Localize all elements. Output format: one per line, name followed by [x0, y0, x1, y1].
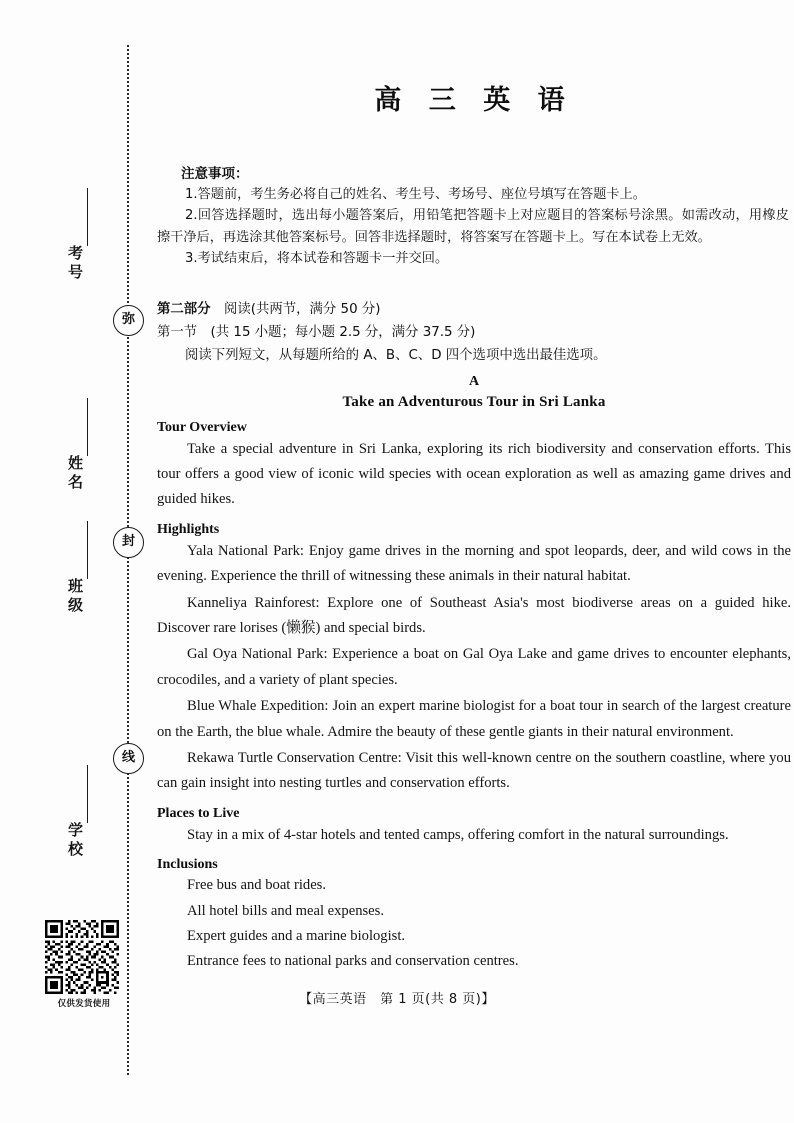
field-label-kaohao: 考号: [66, 245, 84, 283]
field-label-xuexiao: 学校: [66, 822, 84, 860]
paragraph: Gal Oya National Park: Experience a boat on Gal Oya Lake and game drives to encounter elephants, crocodiles, and a variety of plant species.: [157, 646, 791, 688]
notice-item: 2.回答选择题时，选出每小题答案后，用铅笔把答题卡上对应题目的答案标号涂黑。如需改动，用橡皮擦干净后，再选涂其他答案标号。回答非选择题时，将答案写在答题卡上。写在本试卷上无效。: [157, 208, 789, 245]
seal-circle-mi: 弥: [113, 305, 144, 336]
passage-block-inclusions: [157, 857, 791, 975]
paragraph: Rekawa Turtle Conservation Centre: Visit this well-known centre on the southern coastline, where you can gain insight into nesting turtles and conservation efforts.: [157, 749, 791, 792]
notice-section: [157, 162, 791, 270]
part-two-heading: [157, 298, 791, 321]
part-two-label: 第二部分: [157, 301, 211, 317]
paragraph: Take a special adventure in Sri Lanka, exploring its rich biodiversity and conservation efforts. This tour offers a good view of iconic wild species with ocean exploration as well as amazing game drives and guided hikes.: [157, 440, 791, 508]
paragraph: Blue Whale Expedition: Join an expert marine biologist for a boat tour in search of the largest creature on the Earth, the blue whale. Admire the beauty of these gentle giants in their natural environment.: [157, 698, 791, 740]
inclusion-item: All hotel bills and meal expenses.: [187, 902, 384, 919]
field-label-xingming: 姓名: [66, 455, 84, 493]
subheading-tour-overview: Tour Overview: [157, 419, 247, 435]
subheading-places-to-live: Places to Live: [157, 805, 240, 821]
subheading-inclusions: Inclusions: [157, 857, 218, 873]
field-rule-banji: [87, 521, 88, 579]
inclusion-item: Free bus and boat rides.: [187, 877, 327, 894]
page-footer: 【高三英语 第 1 页(共 8 页)】: [299, 992, 495, 1007]
notice-heading: 注意事项：: [181, 166, 249, 182]
seal-circle-feng: 封: [113, 527, 144, 558]
inclusion-item: Entrance fees to national parks and conservation centres.: [187, 953, 519, 970]
passage-block-places-to-live: [157, 806, 791, 848]
seal-circle-xian: 线: [113, 743, 144, 774]
field-rule-xuexiao: [87, 765, 88, 823]
reading-section-headers: [157, 298, 791, 367]
field-label-banji: 班级: [66, 578, 84, 616]
field-rule-kaohao: [87, 188, 88, 246]
page-title: 高 三 英 语: [374, 85, 574, 116]
seal-dotted-line: [127, 45, 129, 1075]
paragraph: Kanneliya Rainforest: Explore one of Southeast Asia's most biodiverse areas on a guided hike. Discover rare lorises (懒猴) and special birds.: [157, 594, 791, 636]
seal-line-strip: [0, 0, 150, 1123]
inclusion-item: Expert guides and a marine biologist.: [187, 927, 406, 944]
section-one-instruction: 阅读下列短文，从每题所给的 A、B、C、D 四个选项中选出最佳选项。: [185, 347, 607, 363]
paper-content-column: [157, 0, 791, 975]
passage-letter-label: A: [468, 373, 480, 389]
subheading-highlights: Highlights: [157, 521, 220, 537]
section-one-heading: 第一节 (共 15 小题；每小题 2.5 分，满分 37.5 分): [157, 324, 476, 340]
part-two-detail: 阅读(共两节，满分 50 分): [210, 301, 381, 317]
notice-item: 1.答题前，考生务必将自己的姓名、考生号、考场号、座位号填写在答题卡上。: [185, 187, 646, 202]
passage-block-tour-overview: [157, 420, 791, 513]
paragraph: Yala National Park: Enjoy game drives in the morning and spot leopards, deer, and wild cows in the evening. Experience the thrill of witnessing these animals in their natural habitat.: [157, 542, 791, 585]
passage-title: Take an Adventurous Tour in Sri Lanka: [342, 393, 606, 410]
paragraph: Stay in a mix of 4-star hotels and tented camps, offering comfort in the natural surroundings.: [187, 826, 729, 843]
qr-code-caption: 仅供发货使用: [57, 999, 111, 1009]
field-rule-xingming: [87, 398, 88, 456]
passage-block-highlights: [157, 522, 791, 797]
notice-item: 3.考试结束后，将本试卷和答题卡一并交回。: [185, 251, 449, 267]
qr-code-icon: [45, 920, 119, 994]
